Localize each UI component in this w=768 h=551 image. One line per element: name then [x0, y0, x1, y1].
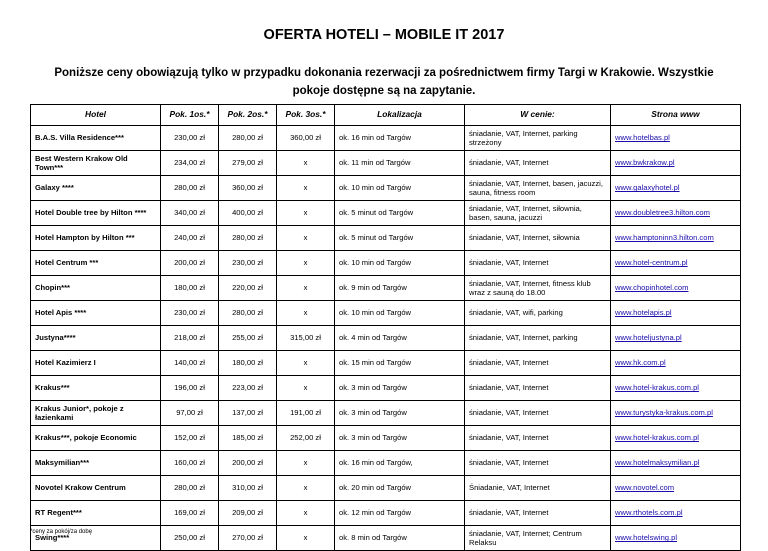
location: ok. 3 min od Targów	[335, 376, 465, 401]
hotel-name: Krakus***	[31, 376, 161, 401]
location: ok. 5 minut od Targów	[335, 226, 465, 251]
price-single: 280,00 zł	[161, 476, 219, 501]
column-header-location: Lokalizacja	[335, 105, 465, 126]
price-double: 209,00 zł	[219, 501, 277, 526]
price-triple: x	[277, 301, 335, 326]
table-row	[31, 301, 741, 326]
price-double: 255,00 zł	[219, 326, 277, 351]
table-row	[31, 276, 741, 301]
price-single: 230,00 zł	[161, 126, 219, 151]
price-single: 230,00 zł	[161, 301, 219, 326]
table-row	[31, 476, 741, 501]
website-link[interactable]: www.hotelmaksymilian.pl	[611, 451, 741, 476]
location: ok. 12 min od Targów	[335, 501, 465, 526]
hotel-name: Justyna****	[31, 326, 161, 351]
included: śniadanie, VAT, Internet	[465, 151, 611, 176]
included: śniadanie, VAT, Internet	[465, 401, 611, 426]
column-header-single: Pok. 1os.*	[161, 105, 219, 126]
price-double: 270,00 zł	[219, 526, 277, 551]
location: ok. 3 min od Targów	[335, 401, 465, 426]
column-header-included: W cenie:	[465, 105, 611, 126]
included: śniadanie, VAT, Internet	[465, 501, 611, 526]
price-single: 280,00 zł	[161, 176, 219, 201]
hotel-name: Hotel Hampton by Hilton ***	[31, 226, 161, 251]
location: ok. 4 min od Targów	[335, 326, 465, 351]
hotel-name: Best Western Krakow Old Town***	[31, 151, 161, 176]
website-link[interactable]: www.galaxyhotel.pl	[611, 176, 741, 201]
location: ok. 15 min od Targów	[335, 351, 465, 376]
website-link[interactable]: www.hotelswing.pl	[611, 526, 741, 551]
price-double: 279,00 zł	[219, 151, 277, 176]
included: śniadanie, VAT, Internet, parking	[465, 326, 611, 351]
included: Śniadanie, VAT, Internet	[465, 476, 611, 501]
hotel-name: Swing****	[31, 526, 161, 551]
price-triple: x	[277, 476, 335, 501]
hotel-name: RT Regent***	[31, 501, 161, 526]
price-single: 340,00 zł	[161, 201, 219, 226]
price-triple: x	[277, 501, 335, 526]
website-link[interactable]: www.bwkrakow.pl	[611, 151, 741, 176]
location: ok. 11 min od Targów	[335, 151, 465, 176]
website-link[interactable]: www.hotel-krakus.com.pl	[611, 426, 741, 451]
website-link[interactable]: www.hotelapis.pl	[611, 301, 741, 326]
price-triple: 191,00 zł	[277, 401, 335, 426]
location: ok. 16 min od Targów,	[335, 451, 465, 476]
price-single: 234,00 zł	[161, 151, 219, 176]
website-link[interactable]: www.turystyka-krakus.com.pl	[611, 401, 741, 426]
hotel-name: Krakus***, pokoje Economic	[31, 426, 161, 451]
price-double: 280,00 zł	[219, 126, 277, 151]
column-header-hotel: Hotel	[31, 105, 161, 126]
table-row	[31, 526, 741, 551]
price-triple: x	[277, 176, 335, 201]
price-triple: x	[277, 276, 335, 301]
price-single: 196,00 zł	[161, 376, 219, 401]
table-row	[31, 251, 741, 276]
table-row	[31, 451, 741, 476]
website-link[interactable]: www.hoteljustyna.pl	[611, 326, 741, 351]
price-triple: 315,00 zł	[277, 326, 335, 351]
included: śniadanie, VAT, Internet, siłownia	[465, 226, 611, 251]
location: ok. 20 min od Targów	[335, 476, 465, 501]
included: śniadanie, VAT, Internet	[465, 376, 611, 401]
table-row	[31, 501, 741, 526]
price-double: 200,00 zł	[219, 451, 277, 476]
footnote: *ceny za pokój/za dobę	[30, 529, 93, 535]
hotel-name: B.A.S. Villa Residence***	[31, 126, 161, 151]
price-triple: x	[277, 226, 335, 251]
price-double: 360,00 zł	[219, 176, 277, 201]
price-triple: x	[277, 251, 335, 276]
table-row	[31, 226, 741, 251]
price-double: 400,00 zł	[219, 201, 277, 226]
included: śniadanie, VAT, Internet	[465, 426, 611, 451]
price-double: 137,00 zł	[219, 401, 277, 426]
column-header-double: Pok. 2os.*	[219, 105, 277, 126]
included: śniadanie, VAT, Internet, parking strzeżony	[465, 126, 611, 151]
price-triple: x	[277, 451, 335, 476]
hotel-name: Maksymilian***	[31, 451, 161, 476]
price-single: 218,00 zł	[161, 326, 219, 351]
price-single: 97,00 zł	[161, 401, 219, 426]
table-header-row	[31, 105, 741, 126]
included: śniadanie, VAT, wifi, parking	[465, 301, 611, 326]
hotel-name: Hotel Kazimierz I	[31, 351, 161, 376]
included: śniadanie, VAT, Internet, basen, jacuzzi, sauna, fitness room	[465, 176, 611, 201]
hotel-name: Hotel Apis ****	[31, 301, 161, 326]
website-link[interactable]: www.hotel-centrum.pl	[611, 251, 741, 276]
table-row	[31, 376, 741, 401]
price-double: 220,00 zł	[219, 276, 277, 301]
price-double: 180,00 zł	[219, 351, 277, 376]
location: ok. 10 min od Targów	[335, 251, 465, 276]
location: ok. 5 minut od Targów	[335, 201, 465, 226]
price-double: 280,00 zł	[219, 301, 277, 326]
page-title: OFERTA HOTELI – MOBILE IT 2017	[263, 27, 505, 43]
price-single: 180,00 zł	[161, 276, 219, 301]
price-single: 240,00 zł	[161, 226, 219, 251]
table-row	[31, 151, 741, 176]
page-subtitle: Poniższe ceny obowiązują tylko w przypadku dokonania rezerwacji za pośrednictwem firmy Targi w Krakowie. Wszystkie pokoje dostępne są na zapytanie.	[54, 67, 714, 97]
price-triple: x	[277, 526, 335, 551]
price-single: 250,00 zł	[161, 526, 219, 551]
website-link[interactable]: www.hk.com.pl	[611, 351, 741, 376]
price-single: 160,00 zł	[161, 451, 219, 476]
website-link[interactable]: www.doubletree3.hilton.com	[611, 201, 741, 226]
included: śniadanie, VAT, Internet	[465, 451, 611, 476]
included: śniadanie, VAT, Internet	[465, 351, 611, 376]
price-double: 185,00 zł	[219, 426, 277, 451]
hotel-name: Galaxy ****	[31, 176, 161, 201]
table-row	[31, 176, 741, 201]
price-triple: 252,00 zł	[277, 426, 335, 451]
table-row	[31, 426, 741, 451]
price-triple: x	[277, 351, 335, 376]
column-header-triple: Pok. 3os.*	[277, 105, 335, 126]
hotel-name: Hotel Centrum ***	[31, 251, 161, 276]
table-row	[31, 351, 741, 376]
price-double: 280,00 zł	[219, 226, 277, 251]
price-single: 169,00 zł	[161, 501, 219, 526]
location: ok. 10 min od Targów	[335, 176, 465, 201]
price-triple: x	[277, 151, 335, 176]
column-header-website: Strona www	[611, 105, 741, 126]
included: śniadanie, VAT, Internet, siłownia, basen, sauna, jacuzzi	[465, 201, 611, 226]
hotel-offer-table	[30, 104, 741, 551]
table-row	[31, 126, 741, 151]
price-single: 140,00 zł	[161, 351, 219, 376]
website-link[interactable]: www.hamptoninn3.hilton.com	[611, 226, 741, 251]
included: śniadanie, VAT, Internet; Centrum Relaksu	[465, 526, 611, 551]
location: ok. 10 min od Targów	[335, 301, 465, 326]
location: ok. 16 min od Targów	[335, 126, 465, 151]
website-link[interactable]: www.hotel-krakus.com.pl	[611, 376, 741, 401]
hotel-name: Hotel Double tree by Hilton ****	[31, 201, 161, 226]
website-link[interactable]: www.novotel.com	[611, 476, 741, 501]
table-row	[31, 326, 741, 351]
website-link[interactable]: www.chopinhotel.com	[611, 276, 741, 301]
location: ok. 3 min od Targów	[335, 426, 465, 451]
included: śniadanie, VAT, Internet	[465, 251, 611, 276]
price-double: 230,00 zł	[219, 251, 277, 276]
hotel-name: Novotel Krakow Centrum	[31, 476, 161, 501]
website-link[interactable]: www.hotelbas.pl	[611, 126, 741, 151]
hotel-name: Krakus Junior*, pokoje z łazienkami	[31, 401, 161, 426]
table-row	[31, 401, 741, 426]
included: śniadanie, VAT, Internet, fitness klub wraz z sauną do 18.00	[465, 276, 611, 301]
location: ok. 8 min od Targów	[335, 526, 465, 551]
price-triple: 360,00 zł	[277, 126, 335, 151]
price-double: 310,00 zł	[219, 476, 277, 501]
price-single: 200,00 zł	[161, 251, 219, 276]
website-link[interactable]: www.rthotels.com.pl	[611, 501, 741, 526]
hotel-name: Chopin***	[31, 276, 161, 301]
price-double: 223,00 zł	[219, 376, 277, 401]
table-row	[31, 201, 741, 226]
location: ok. 9 min od Targów	[335, 276, 465, 301]
price-single: 152,00 zł	[161, 426, 219, 451]
price-triple: x	[277, 201, 335, 226]
price-triple: x	[277, 376, 335, 401]
